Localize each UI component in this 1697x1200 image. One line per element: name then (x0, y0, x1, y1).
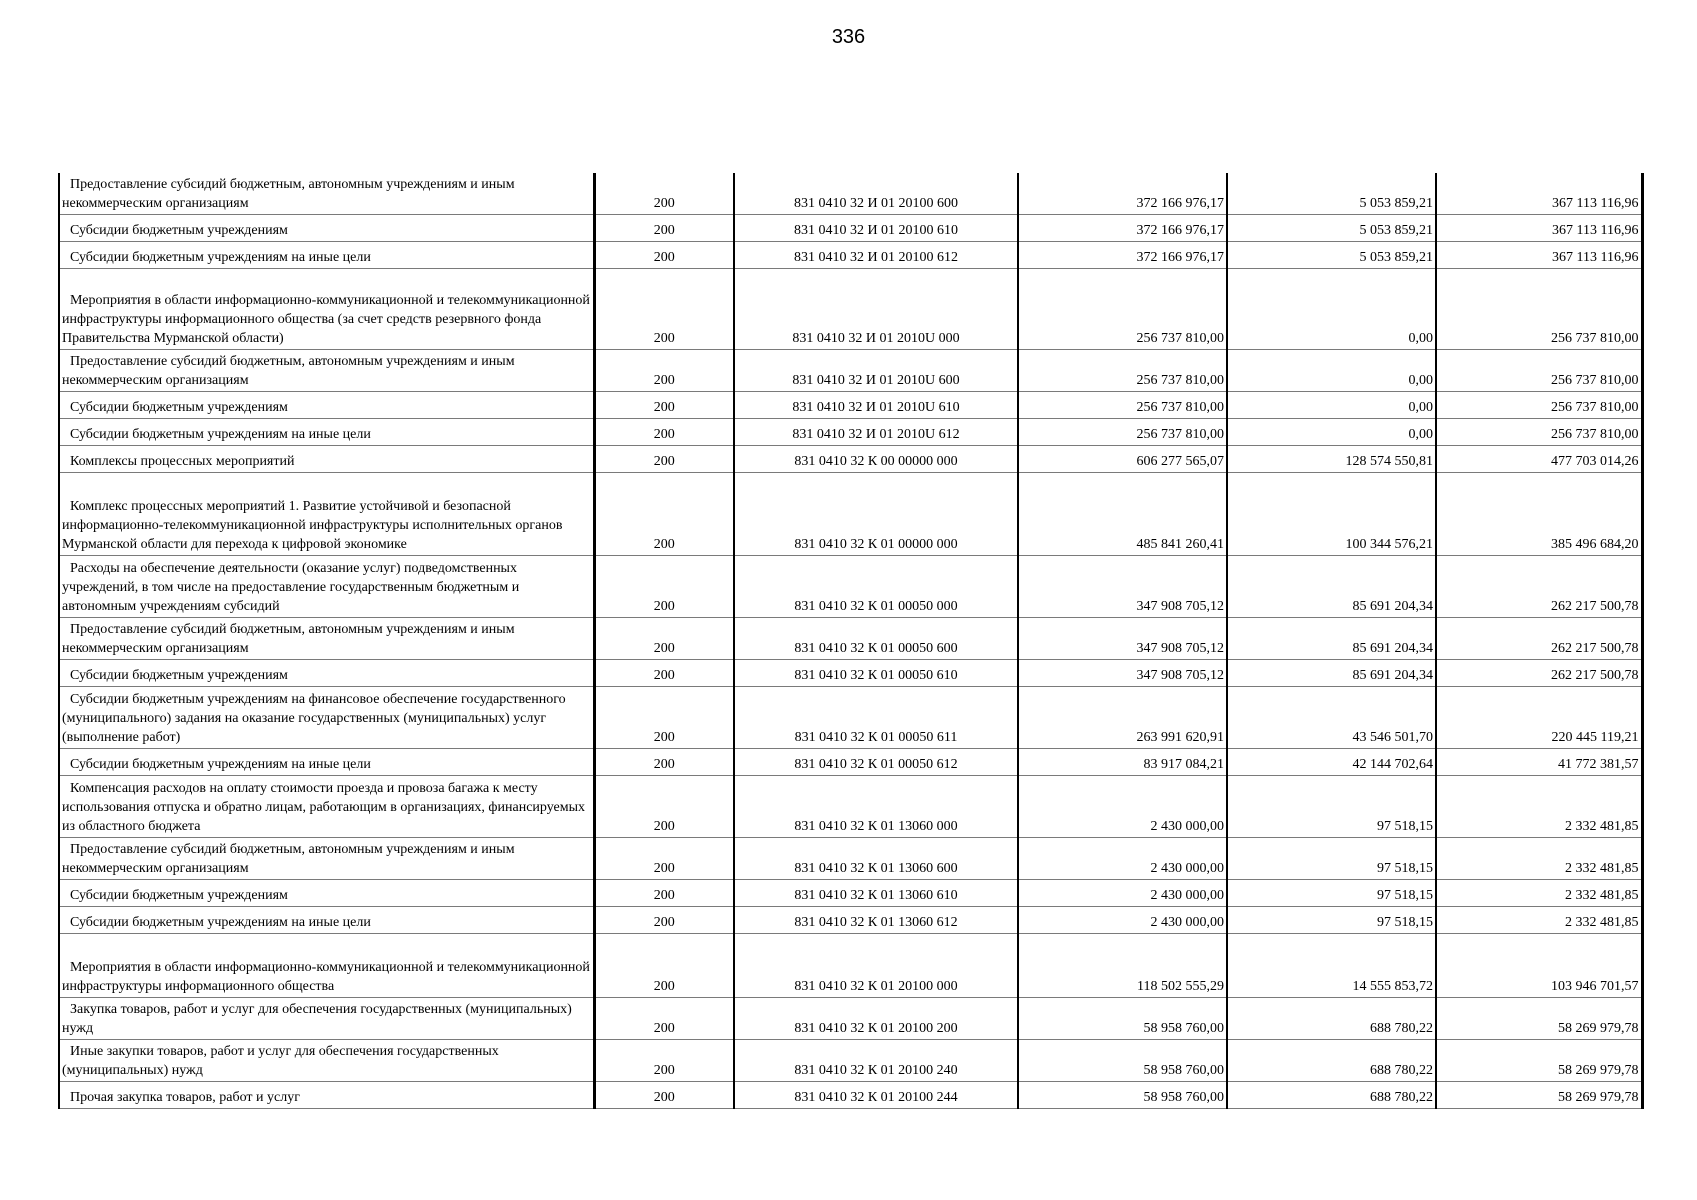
row-unexecuted-amount: 2 332 481,85 (1436, 880, 1642, 907)
row-line-code: 200 (594, 907, 734, 934)
table-row (59, 838, 1642, 880)
row-executed-amount: 0,00 (1227, 269, 1436, 350)
row-line-code: 200 (594, 660, 734, 687)
row-name: Субсидии бюджетным учреждениям на иные цели (59, 907, 594, 934)
row-unexecuted-amount: 2 332 481,85 (1436, 838, 1642, 880)
row-approved-amount: 485 841 260,41 (1018, 473, 1227, 556)
row-executed-amount: 688 780,22 (1227, 1040, 1436, 1082)
table-row (59, 446, 1642, 473)
row-executed-amount: 97 518,15 (1227, 776, 1436, 838)
row-approved-amount: 2 430 000,00 (1018, 838, 1227, 880)
row-classification-code: 831 0410 32 И 01 2010U 612 (734, 419, 1018, 446)
row-classification-code: 831 0410 32 К 01 13060 610 (734, 880, 1018, 907)
row-name: Субсидии бюджетным учреждениям (59, 215, 594, 242)
row-line-code: 200 (594, 269, 734, 350)
row-executed-amount: 42 144 702,64 (1227, 749, 1436, 776)
row-approved-amount: 58 958 760,00 (1018, 1040, 1227, 1082)
table-row (59, 269, 1642, 350)
row-name: Компенсация расходов на оплату стоимости проезда и провоза багажа к месту использования отпуска и обратно лицам, работающим в организациях, финансируемых из областного бюджета (59, 776, 594, 838)
row-name: Иные закупки товаров, работ и услуг для обеспечения государственных (муниципальных) нужд (59, 1040, 594, 1082)
row-classification-code: 831 0410 32 И 01 20100 612 (734, 242, 1018, 269)
row-classification-code: 831 0410 32 К 01 00050 610 (734, 660, 1018, 687)
row-name: Предоставление субсидий бюджетным, автономным учреждениям и иным некоммерческим организациям (59, 173, 594, 215)
row-name: Комплексы процессных мероприятий (59, 446, 594, 473)
row-classification-code: 831 0410 32 К 01 20100 240 (734, 1040, 1018, 1082)
row-approved-amount: 2 430 000,00 (1018, 880, 1227, 907)
row-unexecuted-amount: 58 269 979,78 (1436, 1082, 1642, 1109)
row-name: Предоставление субсидий бюджетным, автономным учреждениям и иным некоммерческим организациям (59, 350, 594, 392)
row-line-code: 200 (594, 749, 734, 776)
row-unexecuted-amount: 58 269 979,78 (1436, 1040, 1642, 1082)
row-classification-code: 831 0410 32 И 01 20100 600 (734, 173, 1018, 215)
row-approved-amount: 263 991 620,91 (1018, 687, 1227, 749)
row-executed-amount: 688 780,22 (1227, 998, 1436, 1040)
table-row (59, 392, 1642, 419)
row-executed-amount: 688 780,22 (1227, 1082, 1436, 1109)
row-line-code: 200 (594, 934, 734, 998)
row-classification-code: 831 0410 32 К 01 13060 000 (734, 776, 1018, 838)
row-name: Субсидии бюджетным учреждениям на иные цели (59, 242, 594, 269)
row-approved-amount: 58 958 760,00 (1018, 1082, 1227, 1109)
row-approved-amount: 372 166 976,17 (1018, 242, 1227, 269)
row-approved-amount: 256 737 810,00 (1018, 350, 1227, 392)
budget-table-body (59, 173, 1642, 1109)
row-unexecuted-amount: 256 737 810,00 (1436, 350, 1642, 392)
row-name: Предоставление субсидий бюджетным, автономным учреждениям и иным некоммерческим организациям (59, 618, 594, 660)
table-row (59, 998, 1642, 1040)
row-approved-amount: 2 430 000,00 (1018, 907, 1227, 934)
row-unexecuted-amount: 2 332 481,85 (1436, 776, 1642, 838)
table-row (59, 749, 1642, 776)
row-classification-code: 831 0410 32 И 01 2010U 000 (734, 269, 1018, 350)
row-unexecuted-amount: 41 772 381,57 (1436, 749, 1642, 776)
row-classification-code: 831 0410 32 К 01 13060 612 (734, 907, 1018, 934)
row-executed-amount: 0,00 (1227, 350, 1436, 392)
table-row (59, 618, 1642, 660)
row-executed-amount: 5 053 859,21 (1227, 215, 1436, 242)
row-classification-code: 831 0410 32 К 01 00050 612 (734, 749, 1018, 776)
row-classification-code: 831 0410 32 И 01 2010U 610 (734, 392, 1018, 419)
row-unexecuted-amount: 2 332 481,85 (1436, 907, 1642, 934)
row-name: Субсидии бюджетным учреждениям на иные цели (59, 749, 594, 776)
row-classification-code: 831 0410 32 И 01 2010U 600 (734, 350, 1018, 392)
row-line-code: 200 (594, 1082, 734, 1109)
row-executed-amount: 85 691 204,34 (1227, 618, 1436, 660)
row-line-code: 200 (594, 173, 734, 215)
row-executed-amount: 128 574 550,81 (1227, 446, 1436, 473)
table-row (59, 1082, 1642, 1109)
row-executed-amount: 0,00 (1227, 392, 1436, 419)
row-classification-code: 831 0410 32 К 01 00050 600 (734, 618, 1018, 660)
row-executed-amount: 85 691 204,34 (1227, 660, 1436, 687)
row-line-code: 200 (594, 998, 734, 1040)
budget-table (58, 173, 1644, 1109)
row-name: Субсидии бюджетным учреждениям на иные цели (59, 419, 594, 446)
row-executed-amount: 97 518,15 (1227, 880, 1436, 907)
row-executed-amount: 0,00 (1227, 419, 1436, 446)
row-line-code: 200 (594, 350, 734, 392)
row-name: Закупка товаров, работ и услуг для обеспечения государственных (муниципальных) нужд (59, 998, 594, 1040)
row-line-code: 200 (594, 838, 734, 880)
row-unexecuted-amount: 367 113 116,96 (1436, 242, 1642, 269)
row-approved-amount: 256 737 810,00 (1018, 269, 1227, 350)
row-executed-amount: 85 691 204,34 (1227, 556, 1436, 618)
row-approved-amount: 347 908 705,12 (1018, 556, 1227, 618)
row-unexecuted-amount: 262 217 500,78 (1436, 618, 1642, 660)
row-name: Мероприятия в области информационно-коммуникационной и телекоммуникационной инфраструктуры информационного общества (за счет средств резервного фонда Правительства Мурманской области) (59, 269, 594, 350)
row-line-code: 200 (594, 1040, 734, 1082)
row-line-code: 200 (594, 880, 734, 907)
table-row (59, 660, 1642, 687)
row-classification-code: 831 0410 32 К 00 00000 000 (734, 446, 1018, 473)
row-unexecuted-amount: 58 269 979,78 (1436, 998, 1642, 1040)
table-row (59, 215, 1642, 242)
row-executed-amount: 14 555 853,72 (1227, 934, 1436, 998)
row-approved-amount: 256 737 810,00 (1018, 392, 1227, 419)
row-executed-amount: 97 518,15 (1227, 838, 1436, 880)
table-row (59, 687, 1642, 749)
row-unexecuted-amount: 256 737 810,00 (1436, 269, 1642, 350)
row-name: Субсидии бюджетным учреждениям (59, 392, 594, 419)
row-name: Субсидии бюджетным учреждениям на финансовое обеспечение государственного (муниципального) задания на оказание государственных (муниципальных) услуг (выполнение работ) (59, 687, 594, 749)
row-name: Мероприятия в области информационно-коммуникационной и телекоммуникационной инфраструктуры информационного общества (59, 934, 594, 998)
table-row (59, 880, 1642, 907)
table-row (59, 556, 1642, 618)
row-classification-code: 831 0410 32 К 01 13060 600 (734, 838, 1018, 880)
row-approved-amount: 372 166 976,17 (1018, 215, 1227, 242)
row-unexecuted-amount: 256 737 810,00 (1436, 419, 1642, 446)
row-executed-amount: 100 344 576,21 (1227, 473, 1436, 556)
table-row (59, 907, 1642, 934)
row-executed-amount: 97 518,15 (1227, 907, 1436, 934)
row-approved-amount: 118 502 555,29 (1018, 934, 1227, 998)
row-classification-code: 831 0410 32 К 01 20100 200 (734, 998, 1018, 1040)
row-classification-code: 831 0410 32 К 01 00050 000 (734, 556, 1018, 618)
row-name: Расходы на обеспечение деятельности (оказание услуг) подведомственных учреждений, в том числе на предоставление государственным бюджетным и автономным учреждениям субсидий (59, 556, 594, 618)
row-line-code: 200 (594, 215, 734, 242)
table-row (59, 776, 1642, 838)
row-approved-amount: 2 430 000,00 (1018, 776, 1227, 838)
row-unexecuted-amount: 385 496 684,20 (1436, 473, 1642, 556)
row-classification-code: 831 0410 32 К 01 00000 000 (734, 473, 1018, 556)
row-unexecuted-amount: 262 217 500,78 (1436, 660, 1642, 687)
table-row (59, 1040, 1642, 1082)
row-name: Субсидии бюджетным учреждениям (59, 660, 594, 687)
row-unexecuted-amount: 103 946 701,57 (1436, 934, 1642, 998)
row-line-code: 200 (594, 419, 734, 446)
table-row (59, 473, 1642, 556)
row-line-code: 200 (594, 446, 734, 473)
row-line-code: 200 (594, 392, 734, 419)
row-line-code: 200 (594, 473, 734, 556)
row-line-code: 200 (594, 776, 734, 838)
row-approved-amount: 83 917 084,21 (1018, 749, 1227, 776)
row-classification-code: 831 0410 32 К 01 00050 611 (734, 687, 1018, 749)
row-classification-code: 831 0410 32 И 01 20100 610 (734, 215, 1018, 242)
row-executed-amount: 43 546 501,70 (1227, 687, 1436, 749)
row-line-code: 200 (594, 687, 734, 749)
row-classification-code: 831 0410 32 К 01 20100 244 (734, 1082, 1018, 1109)
row-executed-amount: 5 053 859,21 (1227, 173, 1436, 215)
row-approved-amount: 372 166 976,17 (1018, 173, 1227, 215)
row-name: Субсидии бюджетным учреждениям (59, 880, 594, 907)
row-executed-amount: 5 053 859,21 (1227, 242, 1436, 269)
row-unexecuted-amount: 477 703 014,26 (1436, 446, 1642, 473)
table-row (59, 419, 1642, 446)
table-row (59, 173, 1642, 215)
row-unexecuted-amount: 220 445 119,21 (1436, 687, 1642, 749)
row-unexecuted-amount: 367 113 116,96 (1436, 173, 1642, 215)
table-row (59, 350, 1642, 392)
row-unexecuted-amount: 256 737 810,00 (1436, 392, 1642, 419)
row-unexecuted-amount: 367 113 116,96 (1436, 215, 1642, 242)
row-approved-amount: 347 908 705,12 (1018, 618, 1227, 660)
row-line-code: 200 (594, 556, 734, 618)
row-name: Предоставление субсидий бюджетным, автономным учреждениям и иным некоммерческим организациям (59, 838, 594, 880)
row-classification-code: 831 0410 32 К 01 20100 000 (734, 934, 1018, 998)
row-approved-amount: 606 277 565,07 (1018, 446, 1227, 473)
row-name: Прочая закупка товаров, работ и услуг (59, 1082, 594, 1109)
row-approved-amount: 58 958 760,00 (1018, 998, 1227, 1040)
row-line-code: 200 (594, 242, 734, 269)
row-approved-amount: 347 908 705,12 (1018, 660, 1227, 687)
row-unexecuted-amount: 262 217 500,78 (1436, 556, 1642, 618)
table-row (59, 934, 1642, 998)
row-approved-amount: 256 737 810,00 (1018, 419, 1227, 446)
row-name: Комплекс процессных мероприятий 1. Развитие устойчивой и безопасной информационно-телекоммуникационной инфраструктуры исполнительных органов Мурманской области для перехода к цифровой экономике (59, 473, 594, 556)
table-row (59, 242, 1642, 269)
row-line-code: 200 (594, 618, 734, 660)
page-number: 336 (831, 26, 866, 48)
